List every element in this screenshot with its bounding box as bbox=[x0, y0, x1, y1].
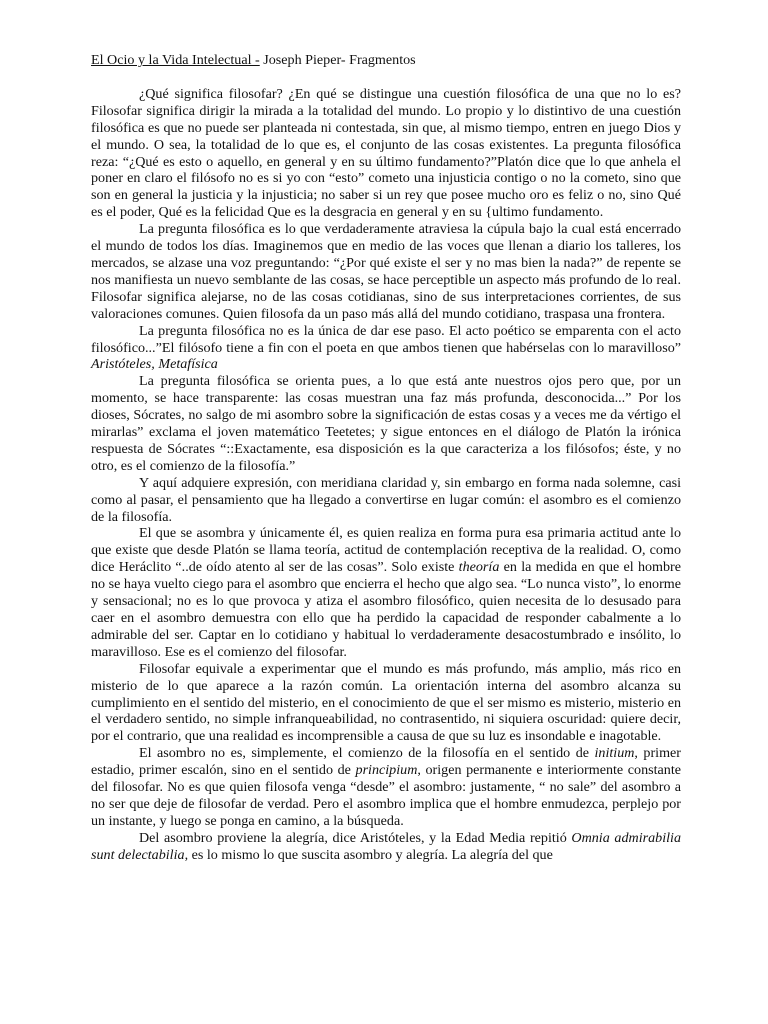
document-body bbox=[91, 86, 681, 864]
paragraph bbox=[91, 525, 681, 660]
italic-text-segment: initium bbox=[594, 745, 635, 762]
text-segment: La pregunta filosófica no es la única de dar ese paso. El acto poético se emparenta con el acto filosófico...”El filósofo tiene a fin con el poeta en que ambos tienen que habérselas con lo maravilloso” bbox=[91, 322, 681, 356]
paragraph bbox=[91, 830, 681, 864]
paragraph bbox=[91, 475, 681, 526]
italic-text-segment: Omnia admirabilia sunt delectabilia bbox=[91, 829, 681, 863]
text-segment: La pregunta filosófica es lo que verdaderamente atraviesa la cúpula bajo la cual está encerrado el mundo de todos los días. Imaginemos que en medio de las voces que llenan a diario los talleres, los mercados, se alzase una voz preguntando: “¿Por qué existe el ser y no mas bien la nada?” de repente se nos manifiesta un nuevo semblante de las cosas, se hace perceptible un aspecto más profundo de lo real. Filosofar significa alejarse, no de las cosas cotidianas, sino de sus interpretaciones corrientes, de sus valoraciones comunes. Quien filosofa da un paso más allá del mundo cotidiano, traspasa una frontera. bbox=[91, 221, 681, 322]
text-segment: , origen permanente e interiormente constante del filosofar. No es que quien filosofa venga “desde” el asombro: justamente, “ no sale” del asombro a no ser que deje de filosofar de verdad. Pero el asombro implica que el hombre enmudezca, perplejo por un instante, y luego se ponga en camino, a la búsqueda. bbox=[91, 762, 681, 829]
paragraph bbox=[91, 745, 681, 830]
paragraph bbox=[91, 373, 681, 474]
text-segment: La pregunta filosófica se orienta pues, a lo que está ante nuestros ojos pero que, por un momento, se hace transparente: las cosas muestran una faz más profunda, desconocida...” Por los dioses, Sócrates, no salgo de mi asombro sobre la significación de estas cosas y a veces me da vértigo el mirarlas” exclama el joven matemático Teetetes; y sigue entonces en el diálogo de Platón la irónica respuesta de Sócrates “::Exactamente, esa disposición es la que caracteriza a los filósofos; éste, y no otro, es el comienzo de la filosofía.” bbox=[91, 373, 681, 474]
text-segment: ¿Qué significa filosofar? ¿En qué se distingue una cuestión filosófica de una que no lo es? Filosofar significa dirigir la mirada a la totalidad del mundo. Lo propio y lo distintivo de una cuestión filosófica es que no puede ser planteada ni contestada, sin que, al mismo tiempo, entren en juego Dios y el mundo. O sea, la totalidad de lo que es, el conjunto de las cosas existentes. La pregunta filosófica reza: “¿Qué es esto o aquello, en general y en su último fundamento?”Platón dice que lo que anhela el poner en claro el filósofo no es si yo con “esto” cometo una injusticia contigo o no la cometo, sino que son en general la justicia y la injusticia; no saber si un rey que posee mucho oro es feliz o no, sino Qué es el poder, Qué es la felicidad Que es la desgracia en general y en su {ultimo fundamento. bbox=[91, 85, 681, 221]
paragraph bbox=[91, 661, 681, 746]
title-rest-part: Joseph Pieper- Fragmentos bbox=[259, 52, 416, 68]
paragraph bbox=[91, 221, 681, 322]
text-segment: en la medida en que el hombre no se haya vuelto ciego para el asombro que encierra el hecho que algo sea. “Lo nunca visto”, lo enorme y sensacional; no es lo que provoca y atiza el asombro filosófico, quien necesita de lo desusado para caer en el asombro demuestra con ello que ha perdido la capacidad de responder cabalmente a lo admirable del ser. Captar en lo cotidiano y habitual lo verdaderamente desacostumbrado e insólito, lo maravilloso. Ese es el comienzo del filosofar. bbox=[91, 559, 682, 660]
text-segment: Filosofar equivale a experimentar que el mundo es más profundo, más amplio, más rico en misterio de lo que aparece a la razón común. La orientación interna del asombro alcanza su cumplimiento en el sentido del misterio, en el conocimiento de que el ser mismo es misterio, misterio en el verdadero sentido, no simple infranqueabilidad, no contrasentido, ni siquiera oscuridad: quiere decir, por el contrario, que una realidad es incomprensible a causa de que su luz es insondable e inagotable. bbox=[91, 660, 681, 745]
text-segment: , es lo mismo lo que suscita asombro y alegría. La alegría del que bbox=[184, 846, 553, 863]
italic-text-segment: theoría bbox=[458, 559, 500, 576]
text-segment: Del asombro proviene la alegría, dice Aristóteles, y la Edad Media repitió bbox=[139, 829, 572, 846]
document-title bbox=[91, 52, 681, 69]
title-underlined-part: El Ocio y la Vida Intelectual - bbox=[91, 52, 260, 68]
italic-text-segment: Aristóteles, Metafísica bbox=[91, 356, 218, 373]
italic-text-segment: principium bbox=[355, 762, 418, 779]
text-segment: El que se asombra y únicamente él, es quien realiza en forma pura esa primaria actitud ante lo que existe que desde Platón se llama teoría, actitud de contemplación receptiva de la realidad. O, como dice Heráclito “..de oído atento al ser de las cosas”. Solo existe bbox=[91, 525, 681, 576]
paragraph bbox=[91, 86, 681, 221]
text-segment: Y aquí adquiere expresión, con meridiana claridad y, sin embargo en forma nada solemne, casi como al pasar, el pensamiento que ha llegado a convertirse en lugar común: el asombro es el comienzo de la filosofía. bbox=[91, 474, 681, 525]
text-segment: , primer estadio, primer escalón, sino en el sentido de bbox=[91, 745, 681, 779]
paragraph bbox=[91, 323, 681, 374]
text-segment: El asombro no es, simplemente, el comienzo de la filosofía en el sentido de bbox=[139, 745, 595, 762]
document-page bbox=[91, 52, 681, 864]
